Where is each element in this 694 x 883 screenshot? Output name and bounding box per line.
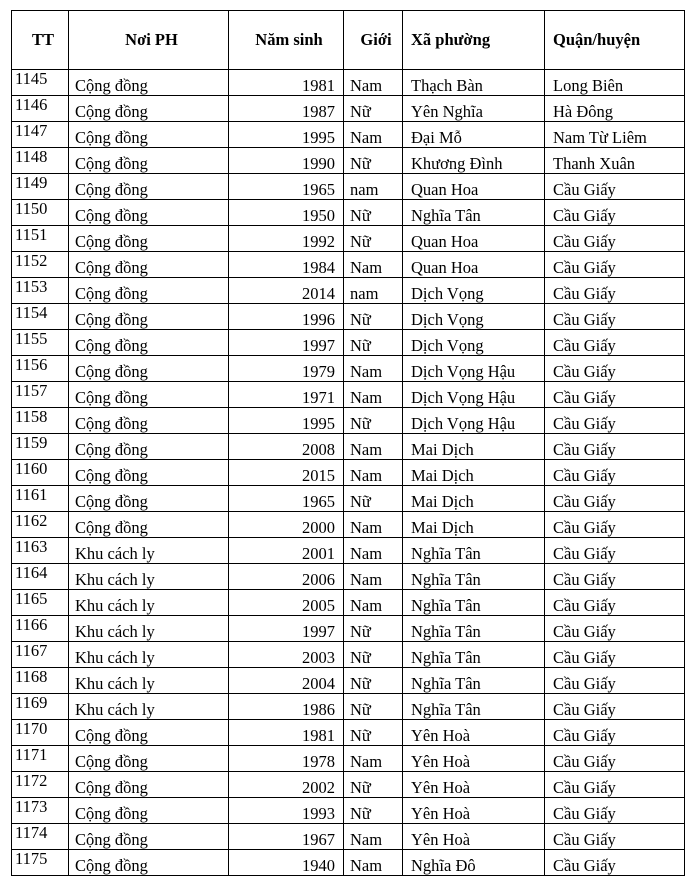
cell-noi-ph: Cộng đồng (69, 148, 229, 174)
cell-gioi: Nam (344, 122, 403, 148)
cell-noi-ph: Cộng đồng (69, 356, 229, 382)
table-row (12, 96, 685, 122)
cell-tt: 1167 (12, 642, 69, 668)
cell-xa-phuong: Nghĩa Tân (403, 538, 545, 564)
cell-nam-sinh: 1965 (229, 174, 344, 200)
cell-gioi: Nữ (344, 694, 403, 720)
cell-noi-ph: Cộng đồng (69, 330, 229, 356)
cell-noi-ph: Cộng đồng (69, 434, 229, 460)
cell-nam-sinh: 1940 (229, 850, 344, 876)
cell-tt: 1155 (12, 330, 69, 356)
cell-tt: 1164 (12, 564, 69, 590)
cell-tt: 1153 (12, 278, 69, 304)
cell-nam-sinh: 2015 (229, 460, 344, 486)
cell-gioi: Nữ (344, 616, 403, 642)
cell-tt: 1148 (12, 148, 69, 174)
cell-xa-phuong: Yên Hoà (403, 798, 545, 824)
cell-xa-phuong: Yên Hoà (403, 720, 545, 746)
cell-xa-phuong: Nghĩa Tân (403, 564, 545, 590)
cell-gioi: Nữ (344, 668, 403, 694)
cell-xa-phuong: Nghĩa Tân (403, 616, 545, 642)
cell-quan-huyen: Cầu Giấy (545, 538, 685, 564)
cell-nam-sinh: 2008 (229, 434, 344, 460)
cell-nam-sinh: 1986 (229, 694, 344, 720)
cell-nam-sinh: 1995 (229, 408, 344, 434)
cell-noi-ph: Cộng đồng (69, 382, 229, 408)
cell-quan-huyen: Cầu Giấy (545, 564, 685, 590)
cell-xa-phuong: Yên Hoà (403, 746, 545, 772)
cell-xa-phuong: Mai Dịch (403, 434, 545, 460)
cell-tt: 1154 (12, 304, 69, 330)
cell-gioi: Nam (344, 356, 403, 382)
cell-gioi: Nam (344, 538, 403, 564)
cell-tt: 1174 (12, 824, 69, 850)
table-row (12, 226, 685, 252)
cell-quan-huyen: Cầu Giấy (545, 720, 685, 746)
cell-tt: 1149 (12, 174, 69, 200)
table-row (12, 434, 685, 460)
cell-xa-phuong: Mai Dịch (403, 460, 545, 486)
cell-noi-ph: Cộng đồng (69, 772, 229, 798)
table-row (12, 122, 685, 148)
cell-gioi: Nữ (344, 96, 403, 122)
cell-noi-ph: Cộng đồng (69, 798, 229, 824)
table-row (12, 148, 685, 174)
cell-gioi: Nữ (344, 642, 403, 668)
cell-nam-sinh: 2006 (229, 564, 344, 590)
cell-xa-phuong: Dịch Vọng (403, 330, 545, 356)
cell-tt: 1162 (12, 512, 69, 538)
cell-quan-huyen: Cầu Giấy (545, 252, 685, 278)
header-noi-ph: Nơi PH (69, 11, 229, 70)
cell-gioi: nam (344, 278, 403, 304)
cell-tt: 1169 (12, 694, 69, 720)
cell-quan-huyen: Cầu Giấy (545, 278, 685, 304)
table-row (12, 486, 685, 512)
table-row (12, 590, 685, 616)
cell-tt: 1172 (12, 772, 69, 798)
cell-quan-huyen: Cầu Giấy (545, 434, 685, 460)
cell-gioi: Nữ (344, 720, 403, 746)
cell-noi-ph: Cộng đồng (69, 720, 229, 746)
cell-xa-phuong: Nghĩa Tân (403, 590, 545, 616)
table-row (12, 70, 685, 96)
cell-gioi: Nam (344, 746, 403, 772)
header-xa-phuong: Xã phường (403, 11, 545, 70)
cell-gioi: Nữ (344, 330, 403, 356)
cell-xa-phuong: Quan Hoa (403, 252, 545, 278)
cell-tt: 1171 (12, 746, 69, 772)
cell-xa-phuong: Nghĩa Đô (403, 850, 545, 876)
cell-quan-huyen: Cầu Giấy (545, 226, 685, 252)
table-row (12, 460, 685, 486)
table-row (12, 564, 685, 590)
cell-gioi: Nam (344, 824, 403, 850)
cell-gioi: Nữ (344, 798, 403, 824)
table-row (12, 200, 685, 226)
cell-tt: 1146 (12, 96, 69, 122)
cell-noi-ph: Khu cách ly (69, 616, 229, 642)
cell-tt: 1158 (12, 408, 69, 434)
cell-gioi: Nam (344, 434, 403, 460)
cell-noi-ph: Cộng đồng (69, 226, 229, 252)
cell-nam-sinh: 1967 (229, 824, 344, 850)
cell-noi-ph: Cộng đồng (69, 408, 229, 434)
cell-xa-phuong: Nghĩa Tân (403, 642, 545, 668)
cell-nam-sinh: 1995 (229, 122, 344, 148)
table-body (12, 70, 685, 876)
table-row (12, 772, 685, 798)
cell-quan-huyen: Cầu Giấy (545, 356, 685, 382)
cell-noi-ph: Cộng đồng (69, 304, 229, 330)
cell-nam-sinh: 1979 (229, 356, 344, 382)
table-row (12, 330, 685, 356)
cell-quan-huyen: Cầu Giấy (545, 460, 685, 486)
cell-tt: 1160 (12, 460, 69, 486)
cell-tt: 1170 (12, 720, 69, 746)
header-quan-huyen: Quận/huyện (545, 11, 685, 70)
cell-noi-ph: Cộng đồng (69, 278, 229, 304)
cell-xa-phuong: Mai Dịch (403, 486, 545, 512)
cell-quan-huyen: Long Biên (545, 70, 685, 96)
cell-gioi: Nam (344, 70, 403, 96)
cell-quan-huyen: Nam Từ Liêm (545, 122, 685, 148)
cell-nam-sinh: 1996 (229, 304, 344, 330)
cell-tt: 1151 (12, 226, 69, 252)
cell-xa-phuong: Quan Hoa (403, 226, 545, 252)
cell-noi-ph: Khu cách ly (69, 642, 229, 668)
cell-quan-huyen: Cầu Giấy (545, 772, 685, 798)
cell-tt: 1150 (12, 200, 69, 226)
cell-gioi: Nam (344, 564, 403, 590)
cell-quan-huyen: Cầu Giấy (545, 668, 685, 694)
cell-quan-huyen: Cầu Giấy (545, 590, 685, 616)
cell-gioi: Nam (344, 850, 403, 876)
cell-quan-huyen: Cầu Giấy (545, 694, 685, 720)
header-nam-sinh: Năm sinh (229, 11, 344, 70)
cell-noi-ph: Cộng đồng (69, 486, 229, 512)
cell-gioi: Nữ (344, 226, 403, 252)
table-row (12, 382, 685, 408)
cell-noi-ph: Cộng đồng (69, 174, 229, 200)
header-row (12, 11, 685, 70)
cell-quan-huyen: Cầu Giấy (545, 616, 685, 642)
cell-nam-sinh: 2001 (229, 538, 344, 564)
cell-noi-ph: Cộng đồng (69, 824, 229, 850)
cell-xa-phuong: Nghĩa Tân (403, 200, 545, 226)
cell-noi-ph: Khu cách ly (69, 538, 229, 564)
cell-nam-sinh: 1981 (229, 70, 344, 96)
header-gioi: Giới (344, 11, 403, 70)
cell-nam-sinh: 1978 (229, 746, 344, 772)
cell-xa-phuong: Quan Hoa (403, 174, 545, 200)
cell-gioi: Nam (344, 460, 403, 486)
cell-nam-sinh: 1981 (229, 720, 344, 746)
cell-noi-ph: Cộng đồng (69, 746, 229, 772)
cell-quan-huyen: Cầu Giấy (545, 304, 685, 330)
case-table (11, 10, 685, 876)
cell-gioi: nam (344, 174, 403, 200)
cell-gioi: Nữ (344, 200, 403, 226)
table-row (12, 408, 685, 434)
table-row (12, 642, 685, 668)
cell-tt: 1159 (12, 434, 69, 460)
cell-quan-huyen: Hà Đông (545, 96, 685, 122)
table-row (12, 538, 685, 564)
cell-noi-ph: Cộng đồng (69, 460, 229, 486)
cell-quan-huyen: Cầu Giấy (545, 174, 685, 200)
cell-xa-phuong: Yên Nghĩa (403, 96, 545, 122)
cell-tt: 1145 (12, 70, 69, 96)
cell-gioi: Nữ (344, 486, 403, 512)
cell-noi-ph: Cộng đồng (69, 96, 229, 122)
cell-xa-phuong: Đại Mỗ (403, 122, 545, 148)
cell-nam-sinh: 1993 (229, 798, 344, 824)
cell-nam-sinh: 2014 (229, 278, 344, 304)
cell-tt: 1173 (12, 798, 69, 824)
cell-quan-huyen: Cầu Giấy (545, 330, 685, 356)
cell-noi-ph: Cộng đồng (69, 850, 229, 876)
cell-nam-sinh: 1992 (229, 226, 344, 252)
cell-quan-huyen: Cầu Giấy (545, 486, 685, 512)
cell-xa-phuong: Yên Hoà (403, 772, 545, 798)
cell-nam-sinh: 2004 (229, 668, 344, 694)
cell-xa-phuong: Dịch Vọng Hậu (403, 382, 545, 408)
cell-noi-ph: Khu cách ly (69, 668, 229, 694)
cell-tt: 1166 (12, 616, 69, 642)
cell-nam-sinh: 2000 (229, 512, 344, 538)
cell-quan-huyen: Cầu Giấy (545, 408, 685, 434)
table-row (12, 694, 685, 720)
cell-noi-ph: Khu cách ly (69, 694, 229, 720)
cell-tt: 1156 (12, 356, 69, 382)
cell-tt: 1157 (12, 382, 69, 408)
header-tt: TT (12, 11, 69, 70)
cell-tt: 1163 (12, 538, 69, 564)
cell-quan-huyen: Cầu Giấy (545, 850, 685, 876)
cell-tt: 1168 (12, 668, 69, 694)
cell-xa-phuong: Dịch Vọng (403, 278, 545, 304)
cell-nam-sinh: 1997 (229, 616, 344, 642)
cell-nam-sinh: 1990 (229, 148, 344, 174)
table-row (12, 174, 685, 200)
cell-quan-huyen: Cầu Giấy (545, 642, 685, 668)
table-row (12, 850, 685, 876)
cell-nam-sinh: 2003 (229, 642, 344, 668)
cell-tt: 1165 (12, 590, 69, 616)
cell-gioi: Nam (344, 512, 403, 538)
table-row (12, 668, 685, 694)
cell-quan-huyen: Cầu Giấy (545, 382, 685, 408)
cell-noi-ph: Cộng đồng (69, 200, 229, 226)
cell-noi-ph: Cộng đồng (69, 512, 229, 538)
table-row (12, 746, 685, 772)
cell-quan-huyen: Cầu Giấy (545, 746, 685, 772)
table-row (12, 304, 685, 330)
cell-tt: 1147 (12, 122, 69, 148)
cell-nam-sinh: 1987 (229, 96, 344, 122)
cell-xa-phuong: Dịch Vọng Hậu (403, 408, 545, 434)
cell-gioi: Nữ (344, 148, 403, 174)
cell-noi-ph: Cộng đồng (69, 122, 229, 148)
cell-xa-phuong: Khương Đình (403, 148, 545, 174)
cell-quan-huyen: Thanh Xuân (545, 148, 685, 174)
cell-gioi: Nam (344, 590, 403, 616)
table-row (12, 356, 685, 382)
cell-quan-huyen: Cầu Giấy (545, 824, 685, 850)
table-row (12, 252, 685, 278)
cell-nam-sinh: 2002 (229, 772, 344, 798)
cell-quan-huyen: Cầu Giấy (545, 798, 685, 824)
cell-xa-phuong: Dịch Vọng (403, 304, 545, 330)
cell-quan-huyen: Cầu Giấy (545, 200, 685, 226)
cell-nam-sinh: 1950 (229, 200, 344, 226)
cell-gioi: Nữ (344, 304, 403, 330)
cell-nam-sinh: 2005 (229, 590, 344, 616)
cell-gioi: Nữ (344, 408, 403, 434)
cell-xa-phuong: Mai Dịch (403, 512, 545, 538)
cell-nam-sinh: 1984 (229, 252, 344, 278)
cell-gioi: Nữ (344, 772, 403, 798)
table-row (12, 798, 685, 824)
table-row (12, 278, 685, 304)
cell-tt: 1152 (12, 252, 69, 278)
cell-noi-ph: Khu cách ly (69, 564, 229, 590)
cell-nam-sinh: 1965 (229, 486, 344, 512)
cell-gioi: Nam (344, 382, 403, 408)
cell-nam-sinh: 1997 (229, 330, 344, 356)
cell-tt: 1175 (12, 850, 69, 876)
cell-xa-phuong: Nghĩa Tân (403, 694, 545, 720)
table-row (12, 512, 685, 538)
cell-tt: 1161 (12, 486, 69, 512)
cell-gioi: Nam (344, 252, 403, 278)
cell-noi-ph: Cộng đồng (69, 252, 229, 278)
table-row (12, 824, 685, 850)
table-row (12, 616, 685, 642)
cell-quan-huyen: Cầu Giấy (545, 512, 685, 538)
cell-nam-sinh: 1971 (229, 382, 344, 408)
cell-xa-phuong: Yên Hoà (403, 824, 545, 850)
cell-noi-ph: Cộng đồng (69, 70, 229, 96)
cell-xa-phuong: Nghĩa Tân (403, 668, 545, 694)
table-row (12, 720, 685, 746)
cell-xa-phuong: Thạch Bàn (403, 70, 545, 96)
cell-xa-phuong: Dịch Vọng Hậu (403, 356, 545, 382)
cell-noi-ph: Khu cách ly (69, 590, 229, 616)
